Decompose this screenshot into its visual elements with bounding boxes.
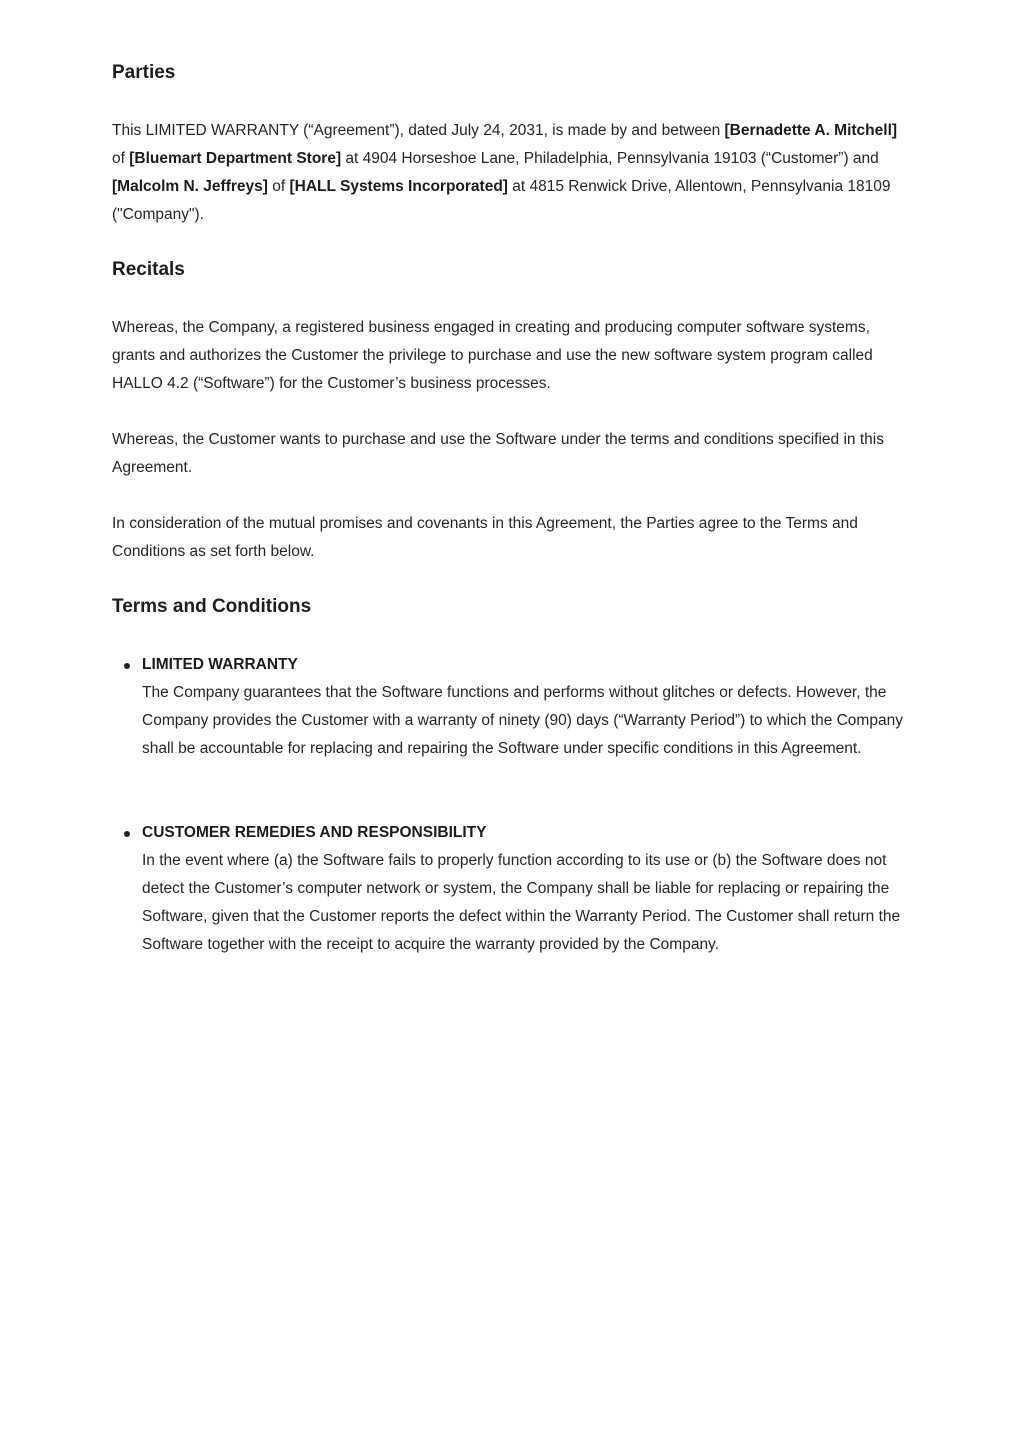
section-heading-parties: Parties [112, 62, 176, 83]
parties-text-4: of [267, 178, 290, 195]
customer-name: [Bernadette A. Mitchell] [724, 122, 898, 139]
bullet-icon [124, 831, 130, 837]
parties-text-5: at 4815 Renwick Drive, Allentown, Pennsylvania 18109 ("Company"). [112, 178, 891, 223]
term-title-customer-remedies: CUSTOMER REMEDIES AND RESPONSIBILITY [142, 824, 487, 841]
parties-text-3: at 4904 Horseshoe Lane, Philadelphia, Pennsylvania 19103 (“Customer”) and [341, 150, 879, 167]
company-name: [HALL Systems Incorporated] [289, 178, 508, 195]
parties-text-2: of [112, 150, 130, 167]
recital-paragraph-1: Whereas, the Company, a registered business engaged in creating and producing computer software systems, grants and authorizes the Customer the privilege to purchase and use the new software system program called HALLO 4.2 (“Software”) for the Customer’s business processes. [112, 319, 873, 392]
term-body-limited-warranty: The Company guarantees that the Software functions and performs without glitches or defects. However, the Company provides the Customer with a warranty of ninety (90) days (“Warranty Period”) to which the Company shall be accountable for replacing and repairing the Software under specific conditions in this Agreement. [142, 684, 903, 757]
bullet-icon [124, 663, 130, 669]
term-body-customer-remedies: In the event where (a) the Software fails to properly function according to its use or (b) the Software does not detect the Customer’s computer network or system, the Company shall be liable for replacing or repairing the Software, given that the Customer reports the defect within the Warranty Period. The Customer shall return the Software together with the receipt to acquire the warranty provided by the Company. [142, 852, 901, 953]
section-heading-terms: Terms and Conditions [112, 596, 312, 617]
parties-paragraph [112, 117, 912, 229]
list-item [112, 651, 912, 763]
company-representative: [Malcolm N. Jeffreys] [112, 178, 268, 195]
list-item [112, 819, 912, 959]
section-heading-recitals: Recitals [112, 259, 185, 280]
term-title-limited-warranty: LIMITED WARRANTY [142, 656, 298, 673]
recital-paragraph-3: In consideration of the mutual promises and covenants in this Agreement, the Parties agree to the Terms and Conditions as set forth below. [112, 515, 858, 560]
parties-text-1: This LIMITED WARRANTY (“Agreement”), dated July 24, 2031, is made by and between [112, 122, 725, 139]
terms-list [112, 819, 912, 959]
terms-list [112, 651, 912, 763]
customer-company: [Bluemart Department Store] [129, 150, 342, 167]
recital-paragraph-2: Whereas, the Customer wants to purchase and use the Software under the terms and conditions specified in this Agreement. [112, 431, 884, 476]
